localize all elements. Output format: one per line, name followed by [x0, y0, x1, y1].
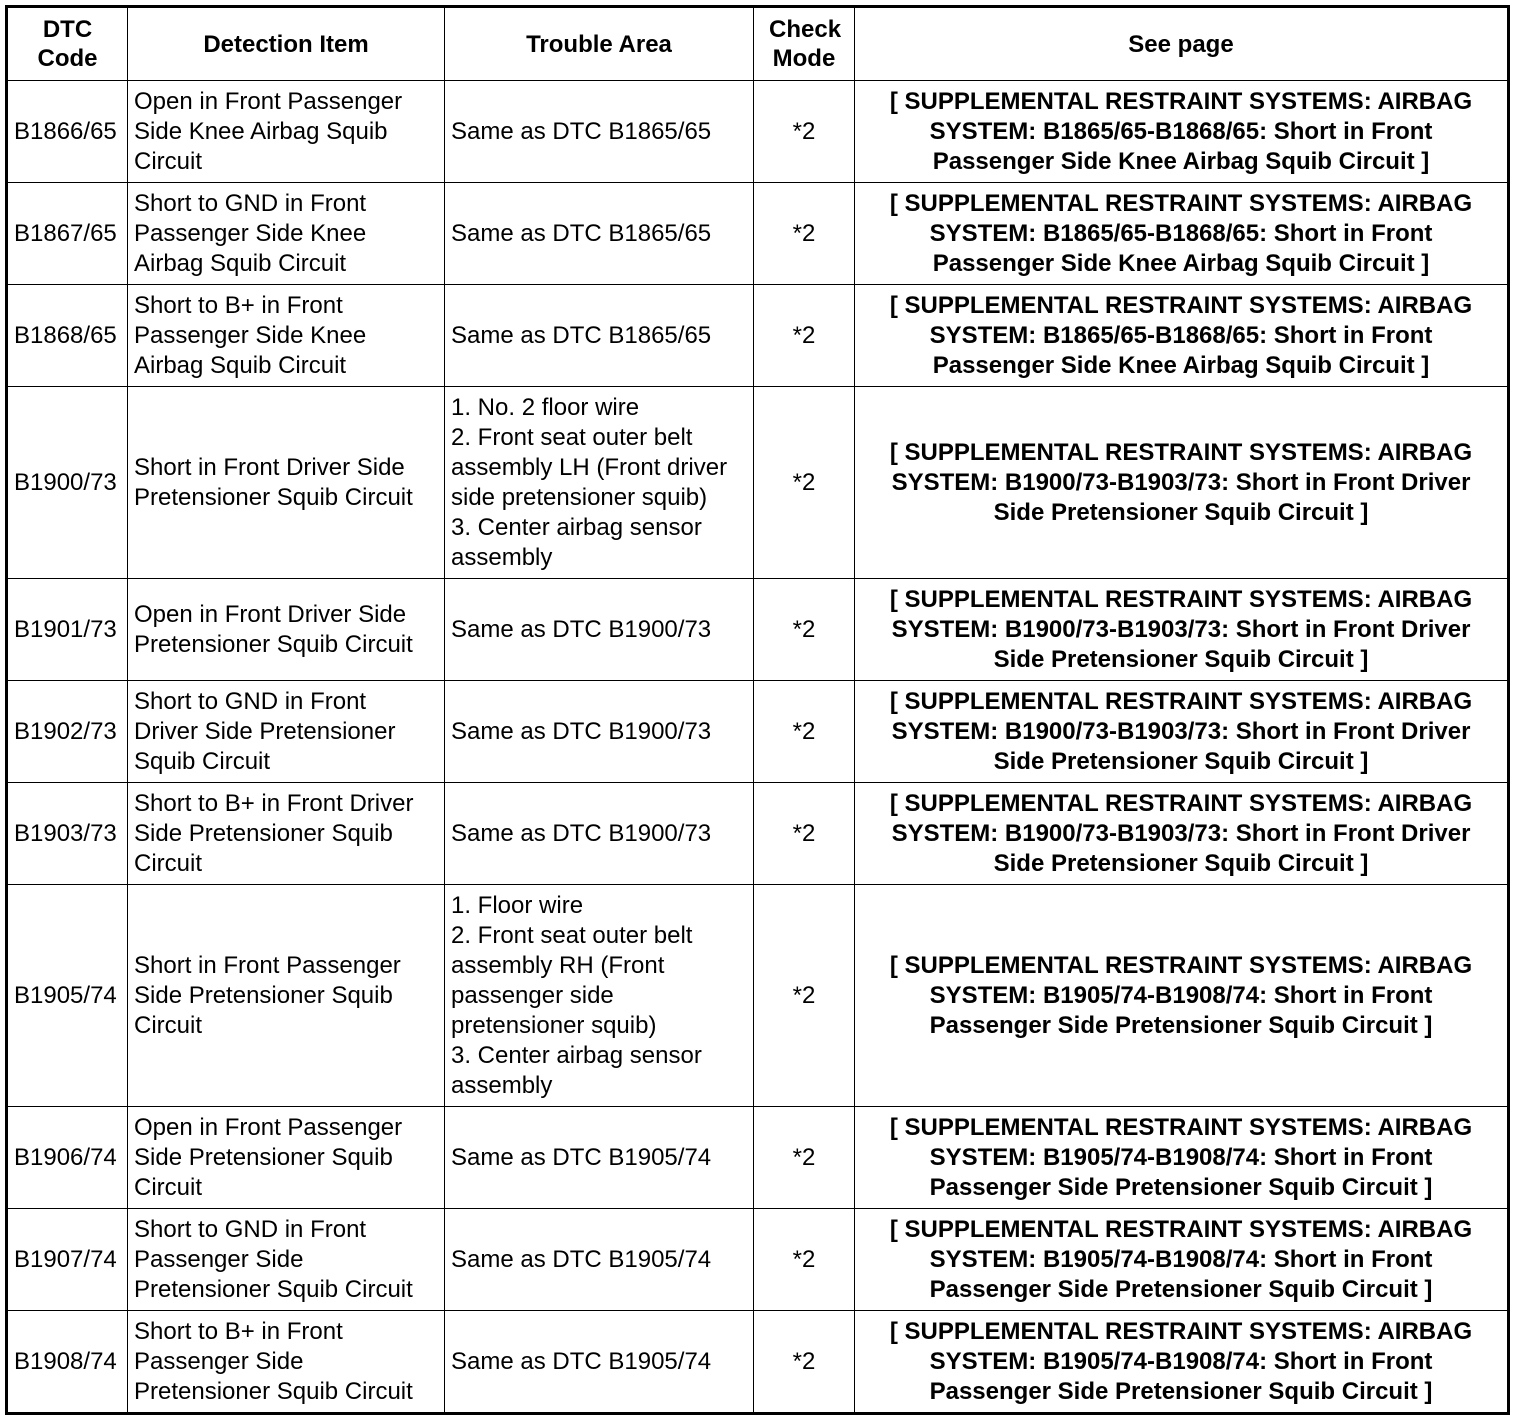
trouble-area-line: Same as DTC B1865/65 [451, 321, 712, 349]
see-page-line: Side Pretensioner Squib Circuit ] [993, 747, 1369, 775]
table-row [7, 285, 1509, 387]
table-row [7, 885, 1509, 1107]
detection-item-cell [128, 1209, 445, 1311]
trouble-area-line: assembly [451, 543, 553, 571]
detection-item-line: Circuit [134, 849, 203, 877]
see-page-line: Passenger Side Knee Airbag Squib Circuit ] [932, 147, 1430, 175]
trouble-area-cell [445, 387, 754, 579]
check-mode-cell: *2 [754, 285, 855, 387]
check-mode-cell: *2 [754, 387, 855, 579]
trouble-area-cell [445, 783, 754, 885]
trouble-area-line: Same as DTC B1900/73 [451, 615, 712, 643]
dtc-code-cell: B1901/73 [7, 579, 128, 681]
detection-item-line: Short in Front Passenger [134, 951, 401, 979]
see-page-line: SYSTEM: B1865/65-B1868/65: Short in Front [929, 117, 1433, 145]
see-page-line: [ SUPPLEMENTAL RESTRAINT SYSTEMS: AIRBAG [889, 1113, 1473, 1141]
detection-item-line: Side Knee Airbag Squib [134, 117, 388, 145]
see-page-line: [ SUPPLEMENTAL RESTRAINT SYSTEMS: AIRBAG [889, 438, 1473, 466]
detection-item-line: Pretensioner Squib Circuit [134, 1275, 413, 1303]
check-mode-cell: *2 [754, 81, 855, 183]
table-row [7, 681, 1509, 783]
header-row [7, 7, 1509, 81]
table-body [7, 81, 1509, 1414]
see-page-line: [ SUPPLEMENTAL RESTRAINT SYSTEMS: AIRBAG [889, 87, 1473, 115]
detection-item-line: Passenger Side [134, 1245, 304, 1273]
detection-item-line: Side Pretensioner Squib [134, 1143, 393, 1171]
table-row [7, 1107, 1509, 1209]
see-page-link[interactable] [855, 783, 1509, 885]
trouble-area-line: Same as DTC B1865/65 [451, 117, 712, 145]
detection-item-line: Pretensioner Squib Circuit [134, 630, 413, 658]
dtc-code-cell: B1903/73 [7, 783, 128, 885]
table-header [7, 7, 1509, 81]
trouble-area-line: 1. No. 2 floor wire [451, 393, 640, 421]
trouble-area-cell [445, 285, 754, 387]
detection-item-line: Pretensioner Squib Circuit [134, 483, 413, 511]
detection-item-line: Open in Front Passenger [134, 1113, 403, 1141]
table-row [7, 783, 1509, 885]
check-mode-cell: *2 [754, 681, 855, 783]
detection-item-line: Short to GND in Front [134, 189, 367, 217]
detection-item-cell [128, 183, 445, 285]
detection-item-line: Short to GND in Front [134, 687, 367, 715]
see-page-line: [ SUPPLEMENTAL RESTRAINT SYSTEMS: AIRBAG [889, 687, 1473, 715]
detection-item-line: Driver Side Pretensioner [134, 717, 396, 745]
dtc-code-cell: B1902/73 [7, 681, 128, 783]
table-row [7, 183, 1509, 285]
trouble-area-cell [445, 885, 754, 1107]
detection-item-line: Side Pretensioner Squib [134, 981, 393, 1009]
see-page-line: SYSTEM: B1905/74-B1908/74: Short in Front [929, 1143, 1433, 1171]
detection-item-line: Circuit [134, 1173, 203, 1201]
header-check-mode-text: Check Mode [769, 16, 842, 72]
table-row [7, 1311, 1509, 1414]
table-row [7, 579, 1509, 681]
check-mode-cell: *2 [754, 1311, 855, 1414]
detection-item-cell [128, 387, 445, 579]
trouble-area-line: 3. Center airbag sensor [451, 1041, 702, 1069]
see-page-line: Passenger Side Pretensioner Squib Circuit ] [929, 1377, 1433, 1405]
trouble-area-line: assembly [451, 1071, 553, 1099]
trouble-area-line: Same as DTC B1865/65 [451, 219, 712, 247]
see-page-line: SYSTEM: B1905/74-B1908/74: Short in Front [929, 981, 1433, 1009]
dtc-code-cell: B1908/74 [7, 1311, 128, 1414]
trouble-area-cell [445, 183, 754, 285]
trouble-area-line: assembly RH (Front [451, 951, 665, 979]
detection-item-cell [128, 885, 445, 1107]
detection-item-line: Squib Circuit [134, 747, 271, 775]
see-page-line: [ SUPPLEMENTAL RESTRAINT SYSTEMS: AIRBAG [889, 585, 1473, 613]
see-page-line: [ SUPPLEMENTAL RESTRAINT SYSTEMS: AIRBAG [889, 291, 1473, 319]
detection-item-line: Airbag Squib Circuit [134, 249, 347, 277]
detection-item-line: Passenger Side Knee [134, 321, 367, 349]
see-page-link[interactable] [855, 81, 1509, 183]
see-page-line: Side Pretensioner Squib Circuit ] [993, 645, 1369, 673]
trouble-area-cell [445, 81, 754, 183]
see-page-line: Side Pretensioner Squib Circuit ] [993, 849, 1369, 877]
detection-item-line: Short to B+ in Front [134, 1317, 343, 1345]
header-dtc-code [7, 7, 128, 81]
trouble-area-line: assembly LH (Front driver [451, 453, 728, 481]
see-page-line: SYSTEM: B1900/73-B1903/73: Short in Front Driver [891, 819, 1471, 847]
see-page-line: [ SUPPLEMENTAL RESTRAINT SYSTEMS: AIRBAG [889, 1317, 1473, 1345]
header-check-mode [754, 7, 855, 81]
see-page-line: Side Pretensioner Squib Circuit ] [993, 498, 1369, 526]
detection-item-line: Side Pretensioner Squib [134, 819, 393, 847]
dtc-code-cell: B1900/73 [7, 387, 128, 579]
check-mode-cell: *2 [754, 783, 855, 885]
see-page-link[interactable] [855, 1311, 1509, 1414]
dtc-code-cell: B1906/74 [7, 1107, 128, 1209]
header-trouble-area: Trouble Area [445, 7, 754, 81]
trouble-area-line: 1. Floor wire [451, 891, 584, 919]
detection-item-line: Passenger Side [134, 1347, 304, 1375]
detection-item-line: Open in Front Driver Side [134, 600, 407, 628]
detection-item-line: Circuit [134, 1011, 203, 1039]
see-page-line: Passenger Side Knee Airbag Squib Circuit ] [932, 249, 1430, 277]
dtc-code-cell: B1867/65 [7, 183, 128, 285]
see-page-line: SYSTEM: B1865/65-B1868/65: Short in Front [929, 321, 1433, 349]
check-mode-cell: *2 [754, 579, 855, 681]
see-page-line: Passenger Side Pretensioner Squib Circuit ] [929, 1275, 1433, 1303]
dtc-code-cell: B1866/65 [7, 81, 128, 183]
detection-item-cell [128, 681, 445, 783]
detection-item-line: Short in Front Driver Side [134, 453, 405, 481]
header-see-page: See page [855, 7, 1509, 81]
see-page-line: [ SUPPLEMENTAL RESTRAINT SYSTEMS: AIRBAG [889, 951, 1473, 979]
detection-item-line: Airbag Squib Circuit [134, 351, 347, 379]
see-page-line: SYSTEM: B1865/65-B1868/65: Short in Front [929, 219, 1433, 247]
check-mode-cell: *2 [754, 1107, 855, 1209]
see-page-line: Passenger Side Pretensioner Squib Circuit ] [929, 1173, 1433, 1201]
trouble-area-line: 2. Front seat outer belt [451, 423, 693, 451]
dtc-code-cell: B1868/65 [7, 285, 128, 387]
detection-item-line: Pretensioner Squib Circuit [134, 1377, 413, 1405]
table-row [7, 1209, 1509, 1311]
see-page-line: SYSTEM: B1905/74-B1908/74: Short in Front [929, 1245, 1433, 1273]
see-page-link[interactable] [855, 1107, 1509, 1209]
trouble-area-cell [445, 1209, 754, 1311]
detection-item-line: Open in Front Passenger [134, 87, 403, 115]
see-page-line: SYSTEM: B1900/73-B1903/73: Short in Front Driver [891, 615, 1471, 643]
detection-item-line: Short to B+ in Front [134, 291, 343, 319]
see-page-link[interactable] [855, 183, 1509, 285]
detection-item-cell [128, 285, 445, 387]
trouble-area-cell [445, 579, 754, 681]
see-page-link[interactable] [855, 285, 1509, 387]
trouble-area-line: Same as DTC B1905/74 [451, 1245, 712, 1273]
trouble-area-line: 3. Center airbag sensor [451, 513, 702, 541]
see-page-link[interactable] [855, 681, 1509, 783]
trouble-area-line: passenger side [451, 981, 614, 1009]
check-mode-cell: *2 [754, 183, 855, 285]
header-detection-item: Detection Item [128, 7, 445, 81]
see-page-line: [ SUPPLEMENTAL RESTRAINT SYSTEMS: AIRBAG [889, 1215, 1473, 1243]
see-page-line: Passenger Side Pretensioner Squib Circuit ] [929, 1011, 1433, 1039]
trouble-area-line: pretensioner squib) [451, 1011, 657, 1039]
trouble-area-line: Same as DTC B1905/74 [451, 1143, 712, 1171]
detection-item-line: Circuit [134, 147, 203, 175]
detection-item-cell [128, 1107, 445, 1209]
see-page-line: SYSTEM: B1905/74-B1908/74: Short in Front [929, 1347, 1433, 1375]
trouble-area-cell [445, 1311, 754, 1414]
header-dtc-code-text: DTC Code [37, 16, 98, 72]
detection-item-cell [128, 1311, 445, 1414]
see-page-line: Passenger Side Knee Airbag Squib Circuit ] [932, 351, 1430, 379]
trouble-area-line: side pretensioner squib) [451, 483, 708, 511]
dtc-code-cell: B1907/74 [7, 1209, 128, 1311]
detection-item-line: Short to GND in Front [134, 1215, 367, 1243]
trouble-area-cell [445, 1107, 754, 1209]
trouble-area-line: Same as DTC B1900/73 [451, 819, 712, 847]
see-page-line: SYSTEM: B1900/73-B1903/73: Short in Front Driver [891, 468, 1471, 496]
detection-item-line: Passenger Side Knee [134, 219, 367, 247]
dtc-table [5, 5, 1510, 1415]
detection-item-cell [128, 783, 445, 885]
table-row [7, 81, 1509, 183]
table-row [7, 387, 1509, 579]
dtc-code-cell: B1905/74 [7, 885, 128, 1107]
see-page-line: SYSTEM: B1900/73-B1903/73: Short in Front Driver [891, 717, 1471, 745]
detection-item-cell [128, 81, 445, 183]
see-page-line: [ SUPPLEMENTAL RESTRAINT SYSTEMS: AIRBAG [889, 789, 1473, 817]
see-page-link[interactable] [855, 387, 1509, 579]
trouble-area-cell [445, 681, 754, 783]
trouble-area-line: 2. Front seat outer belt [451, 921, 693, 949]
detection-item-cell [128, 579, 445, 681]
check-mode-cell: *2 [754, 885, 855, 1107]
see-page-line: [ SUPPLEMENTAL RESTRAINT SYSTEMS: AIRBAG [889, 189, 1473, 217]
see-page-link[interactable] [855, 1209, 1509, 1311]
see-page-link[interactable] [855, 579, 1509, 681]
see-page-link[interactable] [855, 885, 1509, 1107]
trouble-area-line: Same as DTC B1905/74 [451, 1347, 712, 1375]
detection-item-line: Short to B+ in Front Driver [134, 789, 414, 817]
check-mode-cell: *2 [754, 1209, 855, 1311]
trouble-area-line: Same as DTC B1900/73 [451, 717, 712, 745]
